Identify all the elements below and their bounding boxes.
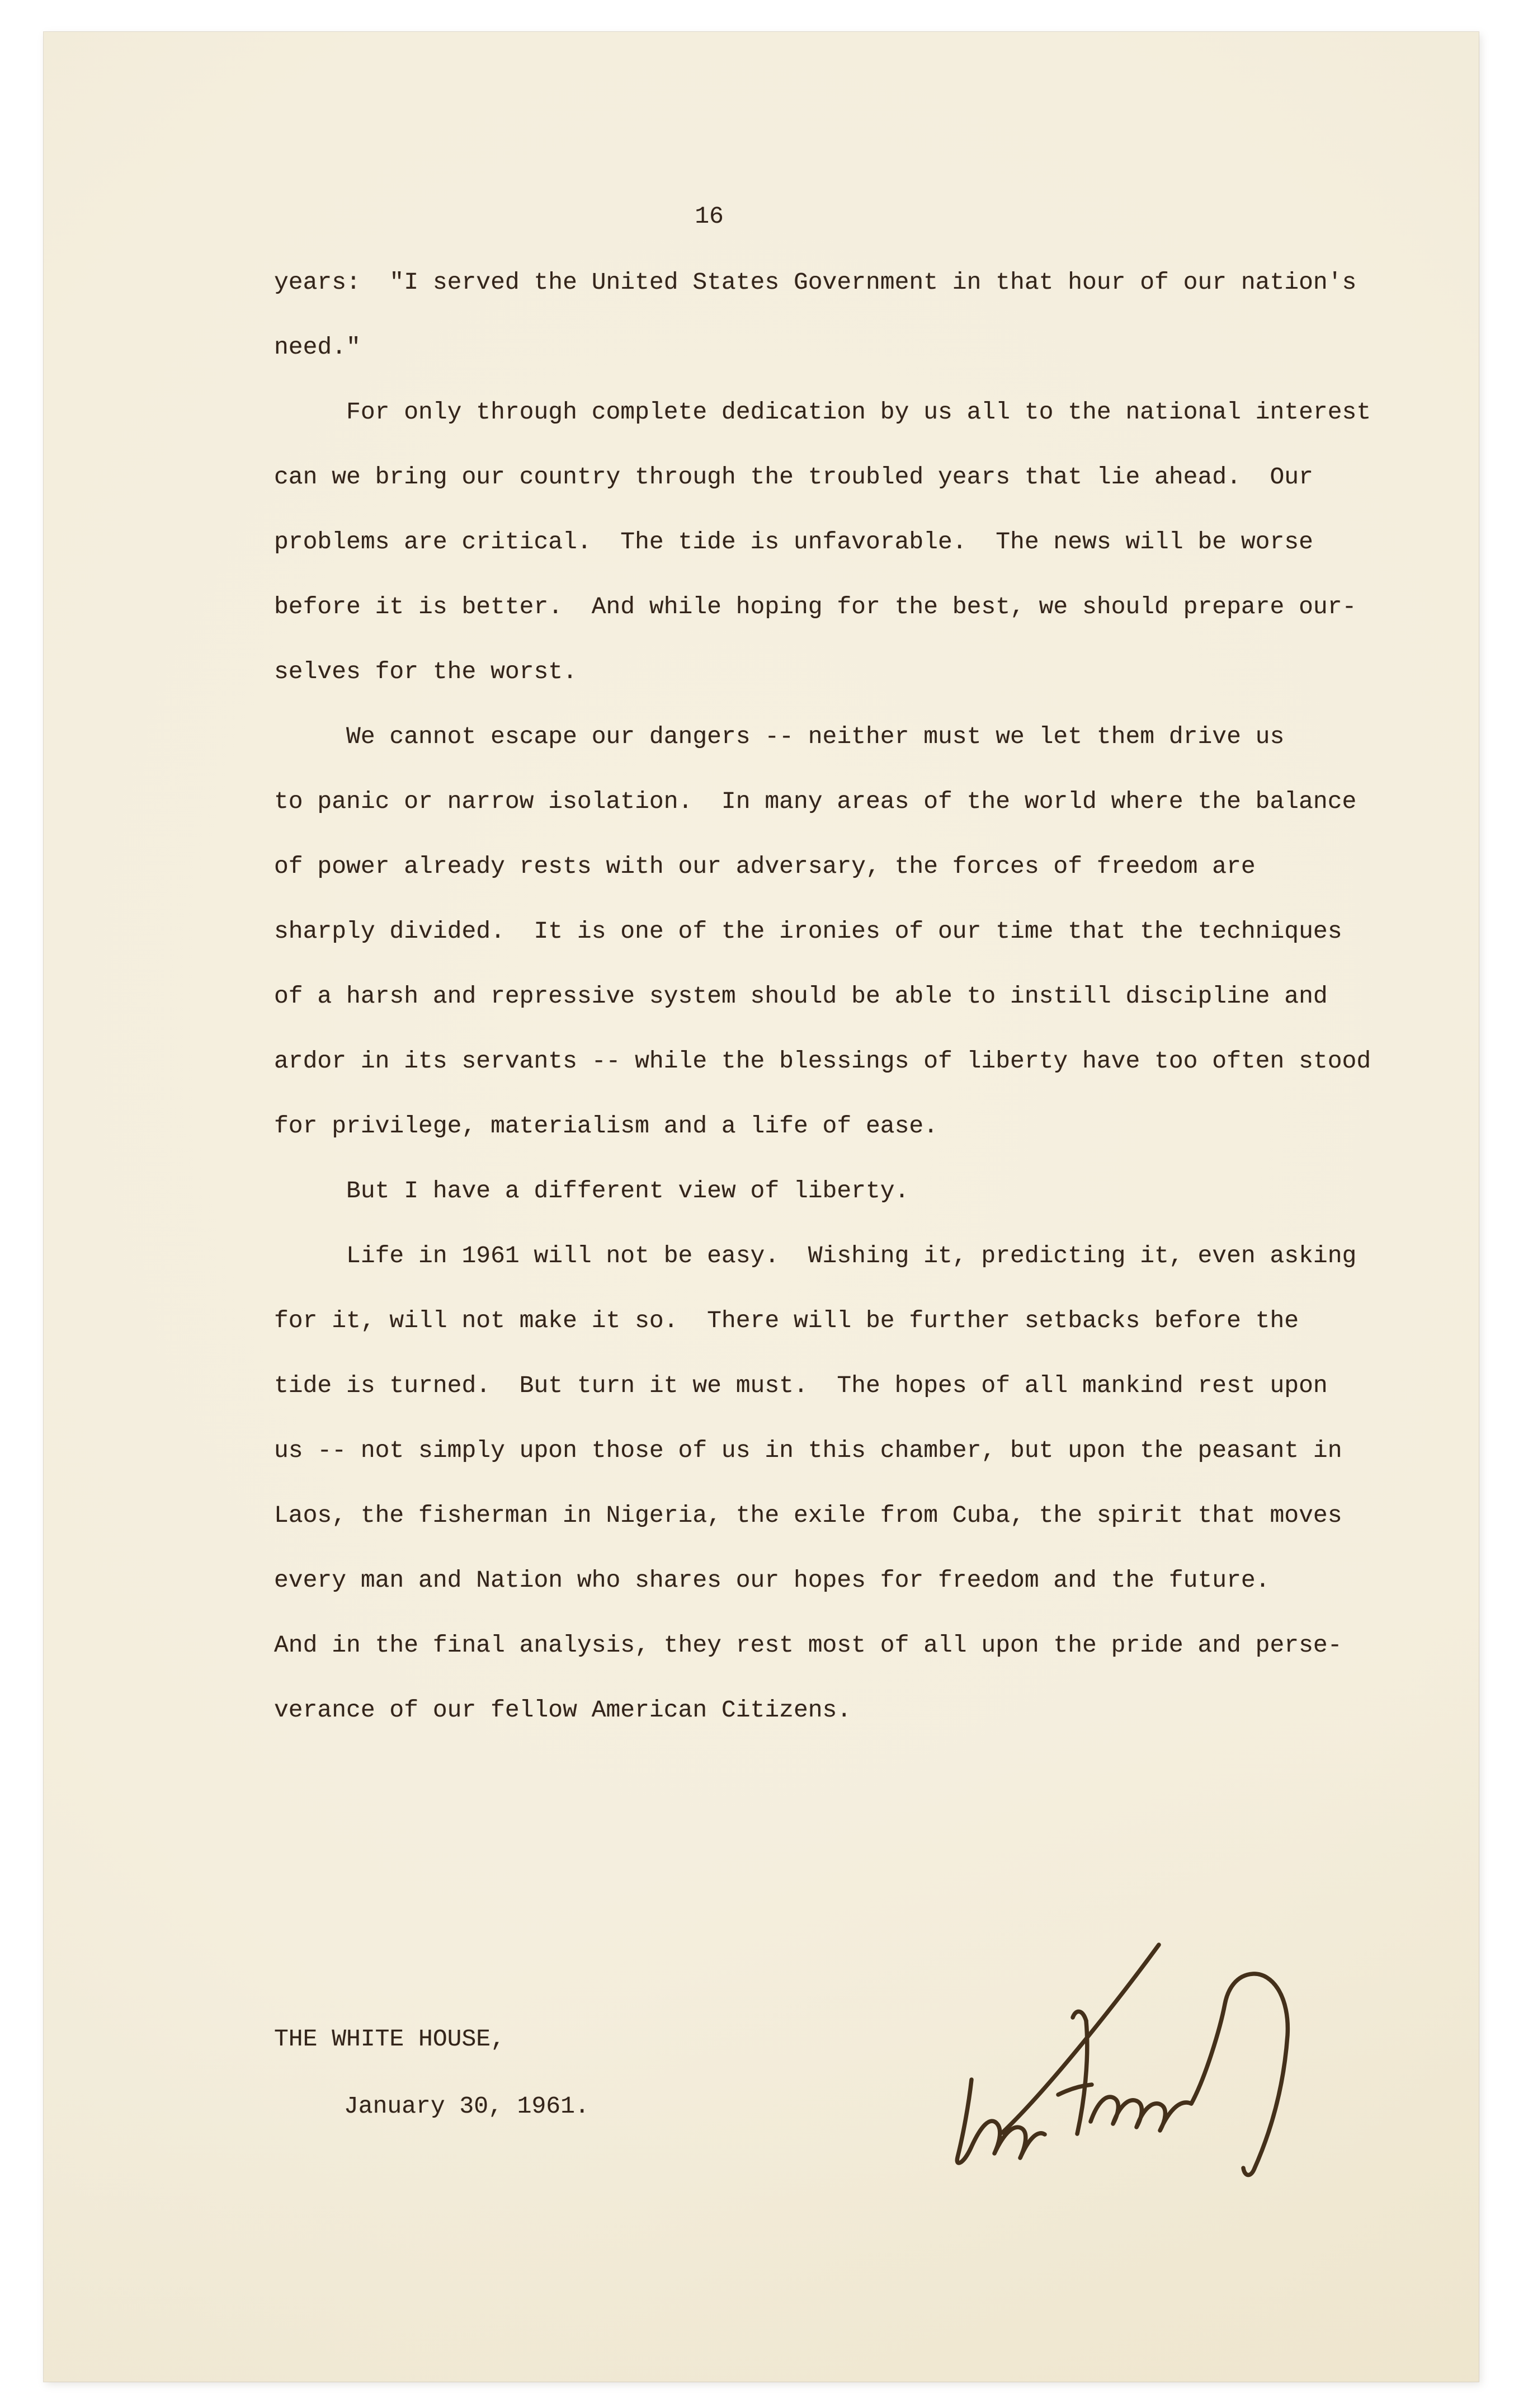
text-line: years: "I served the United States Government in that hour of our nation's xyxy=(274,269,1357,296)
text-line: every man and Nation who shares our hopes for freedom and the future. xyxy=(274,1567,1270,1594)
text-line: For only through complete dedication by us all to the national interest xyxy=(274,398,1371,426)
text-line: selves for the worst. xyxy=(274,658,577,685)
text-line: can we bring our country through the troubled years that lie ahead. Our xyxy=(274,463,1313,491)
text-line: us -- not simply upon those of us in this chamber, but upon the peasant in xyxy=(274,1437,1342,1464)
text-line: tide is turned. But turn it we must. The hopes of all mankind rest upon xyxy=(274,1372,1328,1399)
text-line: to panic or narrow isolation. In many areas of the world where the balance xyxy=(274,788,1357,815)
text-line: Laos, the fisherman in Nigeria, the exile from Cuba, the spirit that moves xyxy=(274,1502,1342,1529)
jfk-signature-icon xyxy=(917,1936,1309,2182)
text-line: ardor in its servants -- while the blessings of liberty have too often stood xyxy=(274,1047,1371,1075)
text-line: before it is better. And while hoping for the best, we should prepare our- xyxy=(274,593,1357,620)
white-house-line: THE WHITE HOUSE, xyxy=(274,2025,505,2053)
document-page xyxy=(44,32,1479,2382)
text-line: need." xyxy=(274,333,361,361)
text-line: problems are critical. The tide is unfavorable. The news will be worse xyxy=(274,528,1313,556)
text-line: We cannot escape our dangers -- neither must we let them drive us xyxy=(274,723,1285,750)
text-line: Life in 1961 will not be easy. Wishing it, predicting it, even asking xyxy=(274,1242,1357,1269)
text-line: for it, will not make it so. There will be further setbacks before the xyxy=(274,1307,1299,1334)
text-line: And in the final analysis, they rest most of all upon the pride and perse- xyxy=(274,1631,1342,1659)
text-line: sharply divided. It is one of the ironies of our time that the techniques xyxy=(274,918,1342,945)
page-number: 16 xyxy=(695,203,724,230)
text-line: of a harsh and repressive system should be able to instill discipline and xyxy=(274,982,1328,1010)
text-line: But I have a different view of liberty. xyxy=(274,1177,909,1205)
text-line: for privilege, materialism and a life of ease. xyxy=(274,1112,938,1140)
date-line: January 30, 1961. xyxy=(344,2092,589,2120)
text-line: of power already rests with our adversary, the forces of freedom are xyxy=(274,853,1256,880)
speech-body xyxy=(274,250,1415,1743)
text-line: verance of our fellow American Citizens. xyxy=(274,1696,852,1724)
